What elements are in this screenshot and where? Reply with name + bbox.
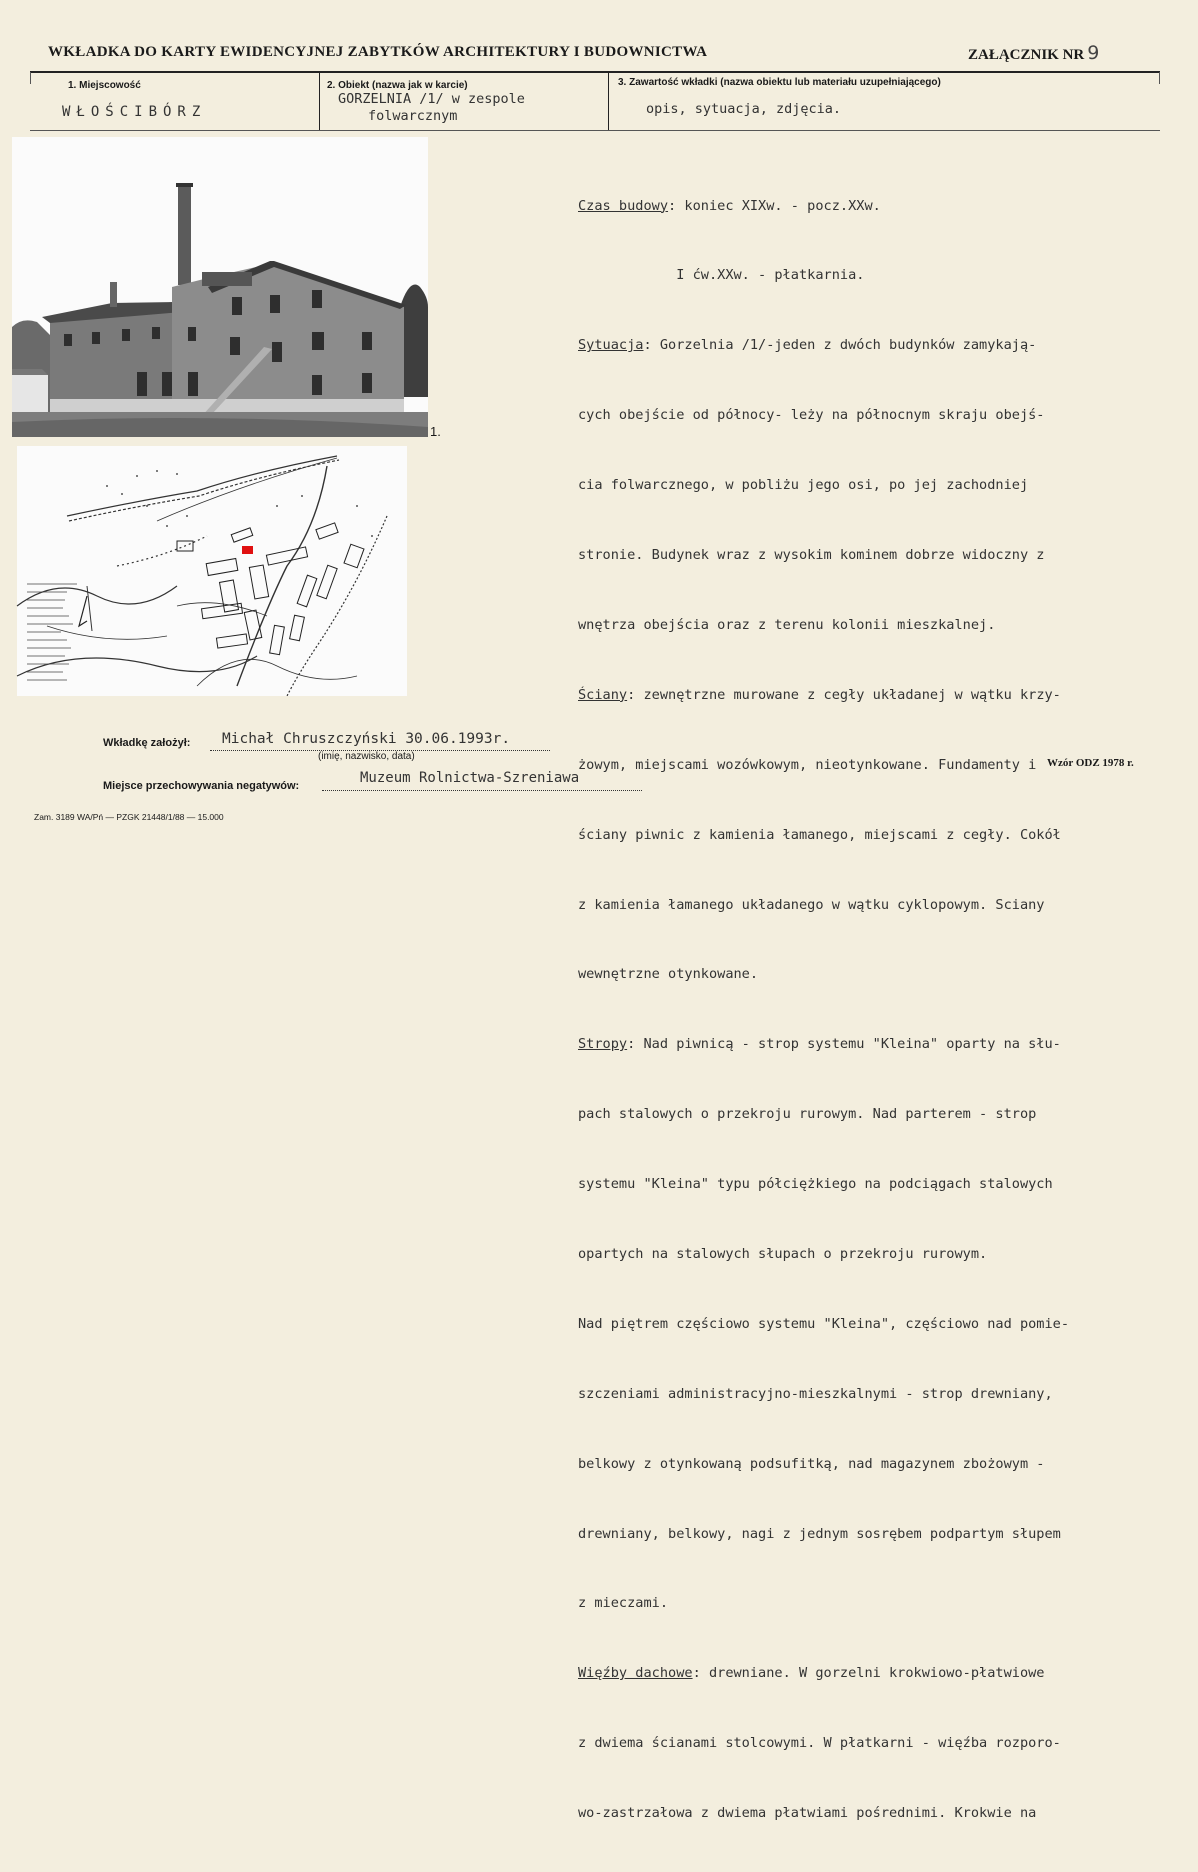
photo-number: 1.: [430, 424, 441, 439]
section-roof-trusses: Więźby dachowe: [578, 1665, 693, 1682]
divider-left: [30, 72, 31, 84]
body-line: wewnętrzne otynkowane.: [578, 966, 759, 983]
author-label: Wkładkę założył:: [103, 737, 191, 749]
body-line: cych obejście od północy- leży na północnym skraju obejś-: [578, 407, 1045, 424]
divider-1: [319, 72, 320, 130]
body-line: pach stalowych o przekroju rurowym. Nad parterem - strop: [578, 1106, 1037, 1123]
body-line-text: : Gorzelnia /1/-jeden z dwóch budynków zamykają-: [643, 337, 1037, 354]
body-line: z mieczami.: [578, 1595, 669, 1612]
content-value: opis, sytuacja, zdjęcia.: [646, 101, 842, 117]
print-info: Zam. 3189 WA/Pń — PZGK 21448/1/88 — 15.000: [34, 812, 224, 822]
body-line: żowym, miejscami wozówkowym, nieotynkowane. Fundamenty i: [578, 756, 1037, 773]
place-label: 1. Miejscowość: [68, 80, 141, 91]
body-line-text: : Nad piwnicą - strop systemu "Kleina" oparty na słu-: [627, 1036, 1061, 1053]
section-walls: Ściany: [578, 686, 628, 703]
building-photo-drawing: [12, 137, 428, 437]
description-text: [578, 148, 1178, 1872]
body-line-text: : koniec XIXw. - pocz.XXw.: [668, 197, 881, 214]
body-line: ściany piwnic z kamienia łamanego, miejscami z cegły. Cokół: [578, 826, 1061, 843]
body-line: drewniany, belkowy, nagi z jednym sosrębem podpartym słupem: [578, 1525, 1061, 1542]
body-line: Nad piętrem częściowo systemu "Kleina", częściowo nad pomie-: [578, 1315, 1070, 1332]
bottom-rule: [30, 130, 1160, 131]
section-ceilings: Stropy: [578, 1036, 628, 1053]
object-value-line1: GORZELNIA /1/ w zespole: [338, 91, 525, 107]
body-line: [578, 1662, 1178, 1685]
section-situation: Sytuacja: [578, 337, 644, 354]
annex-label-text: ZAŁĄCZNIK NR: [968, 47, 1085, 63]
section-construction-time: Czas budowy: [578, 197, 669, 214]
top-rule: [30, 71, 1160, 73]
body-line: [578, 195, 1178, 218]
divider-2: [608, 72, 609, 130]
body-line: I ćw.XXw. - płatkarnia.: [578, 267, 865, 284]
site-plan-drawing: [17, 446, 407, 696]
annex-number: 9: [1087, 42, 1100, 64]
body-line-text: : drewniane. W gorzelni krokwiowo-płatwiowe: [692, 1665, 1045, 1682]
body-line: opartych na stalowych słupach o przekroju rurowym.: [578, 1245, 988, 1262]
object-value-line2: folwarcznym: [368, 108, 458, 124]
place-value: WŁOŚCIBÓRZ: [62, 104, 207, 120]
object-label: 2. Obiekt (nazwa jak w karcie): [327, 80, 468, 91]
body-line: [578, 1033, 1178, 1056]
highlighted-building: [242, 546, 253, 554]
body-line: cia folwarcznego, w pobliżu jego osi, po jej zachodniej: [578, 477, 1029, 494]
body-line: z dwiema ścianami stolcowymi. W płatkarni - więźba rozporo-: [578, 1735, 1061, 1752]
negatives-value: Muzeum Rolnictwa-Szreniawa: [360, 770, 580, 786]
form-title: WKŁADKA DO KARTY EWIDENCYJNEJ ZABYTKÓW ARCHITEKTURY I BUDOWNICTWA: [48, 44, 708, 60]
body-line: wo-zastrzałowa z dwiema płatwiami pośrednimi. Krokwie na: [578, 1805, 1037, 1822]
site-plan-map: [17, 446, 407, 696]
body-line: stronie. Budynek wraz z wysokim kominem dobrze widoczny z: [578, 547, 1045, 564]
body-line: systemu "Kleina" typu półciężkiego na podciągach stalowych: [578, 1176, 1053, 1193]
divider-right: [1159, 72, 1160, 84]
annex-label: [968, 42, 1099, 64]
content-label: 3. Zawartość wkładki (nazwa obiektu lub materiału uzupełniającego): [618, 77, 941, 88]
author-value: Michał Chruszczyński 30.06.1993r.: [222, 731, 511, 747]
body-line: [578, 334, 1178, 357]
form-model: Wzór ODZ 1978 r.: [1047, 757, 1134, 769]
body-line-text: : zewnętrzne murowane z cegły układanej w wątku krzy-: [627, 686, 1061, 703]
author-caption: (imię, nazwisko, data): [318, 751, 415, 762]
negatives-label: Miejsce przechowywania negatywów:: [103, 780, 300, 792]
building-photo: [12, 137, 428, 437]
body-line: wnętrza obejścia oraz z terenu kolonii mieszkalnej.: [578, 616, 996, 633]
body-line: [578, 684, 1178, 707]
body-line: szczeniami administracyjno-mieszkalnymi - strop drewniany,: [578, 1385, 1053, 1402]
body-line: z kamienia łamanego układanego w wątku cyklopowym. Sciany: [578, 896, 1045, 913]
negatives-dotted-line: [322, 790, 642, 791]
body-line: belkowy z otynkowaną podsufitką, nad magazynem zbożowym -: [578, 1455, 1045, 1472]
